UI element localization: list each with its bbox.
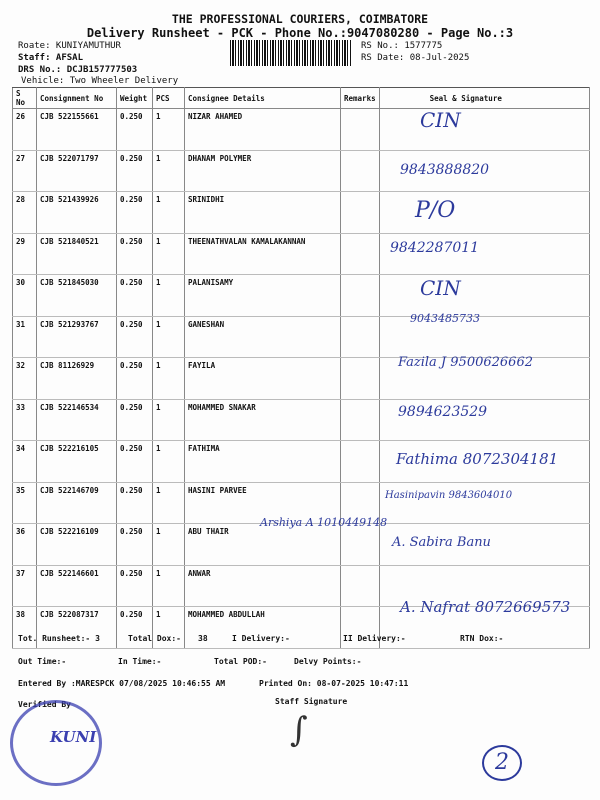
s-no: 37 [13, 565, 37, 607]
company-title: THE PROFESSIONAL COURIERS, COIMBATORE [171, 12, 429, 26]
consignment-no: CJB 522146601 [37, 565, 117, 607]
pcs: 1 [153, 109, 185, 151]
ii-delivery: II Delivery:- [343, 634, 406, 643]
handwritten-note: A. Nafrat 8072669573 [400, 598, 571, 616]
printed-on: Printed On: 08-07-2025 10:47:11 [259, 679, 409, 688]
pcs: 1 [153, 233, 185, 275]
consignee-name: HASINI PARVEE [185, 482, 341, 524]
weight: 0.250 [117, 275, 153, 317]
s-no: 28 [13, 192, 37, 234]
route: Roate: KUNIYAMUTHUR [18, 41, 121, 51]
consignee-name: MOHAMMED SNAKAR [185, 399, 341, 441]
consignee-name: FAYILA [185, 358, 341, 400]
weight: 0.250 [117, 150, 153, 192]
pcs: 1 [153, 399, 185, 441]
pcs: 1 [153, 316, 185, 358]
pcs: 1 [153, 482, 185, 524]
col-consignee: Consignee Details [185, 88, 341, 109]
weight: 0.250 [117, 399, 153, 441]
weight: 0.250 [117, 233, 153, 275]
delvy-points: Delvy Points:- [294, 657, 362, 666]
weight: 0.250 [117, 441, 153, 483]
s-no: 27 [13, 150, 37, 192]
pcs: 1 [153, 150, 185, 192]
consignee-name: DHANAM POLYMER [185, 150, 341, 192]
vehicle: Vehicle: Two Wheeler Delivery [21, 76, 179, 86]
staff-signature-label: Staff Signature [275, 697, 348, 706]
remarks [341, 233, 380, 275]
handwritten-note: 9843888820 [400, 162, 490, 178]
stamp-text: KUNI [50, 728, 97, 746]
total-dox-value: 38 [198, 634, 208, 643]
pcs: 1 [153, 607, 185, 649]
staff: Staff: AFSAL [18, 53, 84, 63]
consignment-no: CJB 522155661 [37, 109, 117, 151]
consignee-name: PALANISAMY [185, 275, 341, 317]
pcs: 1 [153, 565, 185, 607]
col-consignment: Consignment No [37, 88, 117, 109]
seal-signature [379, 192, 589, 234]
remarks [341, 441, 380, 483]
col-pcs: PCS [153, 88, 185, 109]
s-no: 38 [13, 607, 37, 649]
table-row [13, 524, 590, 566]
consignment-no: CJB 81126929 [37, 358, 117, 400]
s-no: 36 [13, 524, 37, 566]
handwritten-note: Hasinipavin 9843604010 [385, 490, 513, 501]
rs-number: RS No.: 1577775 [361, 41, 443, 51]
pcs: 1 [153, 275, 185, 317]
consignment-no: CJB 522146534 [37, 399, 117, 441]
page-mark: 2 [482, 745, 522, 781]
consignment-no: CJB 521293767 [37, 316, 117, 358]
consignee-name: ABU THAIR [185, 524, 341, 566]
consignee-name: NIZAR AHAMED [185, 109, 341, 151]
pcs: 1 [153, 441, 185, 483]
handwritten-note: 9842287011 [390, 240, 480, 256]
weight: 0.250 [117, 524, 153, 566]
seal-signature [379, 109, 589, 151]
s-no: 31 [13, 316, 37, 358]
remarks [341, 192, 380, 234]
s-no: 26 [13, 109, 37, 151]
remarks [341, 275, 380, 317]
handwritten-note: Arshiya A 1010449148 [260, 516, 388, 529]
consignee-name: FATHIMA [185, 441, 341, 483]
consignment-no: CJB 521439926 [37, 192, 117, 234]
total-dox-label: Total Dox:- [128, 634, 181, 643]
consignment-no: CJB 522146709 [37, 482, 117, 524]
remarks [341, 399, 380, 441]
s-no: 33 [13, 399, 37, 441]
rtn-dox: RTN Dox:- [460, 634, 504, 643]
table-row [13, 192, 590, 234]
consignee-name: SRINIDHI [185, 192, 341, 234]
consignee-name: ANWAR [185, 565, 341, 607]
s-no: 32 [13, 358, 37, 400]
col-sno: S No [13, 88, 37, 109]
table-row [13, 316, 590, 358]
weight: 0.250 [117, 192, 153, 234]
i-delivery: I Delivery:- [232, 634, 290, 643]
consignment-no: CJB 522071797 [37, 150, 117, 192]
table-row [13, 399, 590, 441]
pcs: 1 [153, 192, 185, 234]
seal-signature [379, 275, 589, 317]
handwritten-note: CIN [420, 276, 461, 300]
s-no: 35 [13, 482, 37, 524]
consignment-no: CJB 522087317 [37, 607, 117, 649]
table-row [13, 275, 590, 317]
consignee-name: GANESHAN [185, 316, 341, 358]
col-seal: Seal & Signature [379, 88, 589, 109]
s-no: 29 [13, 233, 37, 275]
seal-signature [379, 482, 589, 524]
remarks [341, 109, 380, 151]
s-no: 34 [13, 441, 37, 483]
verified-by: Verified By [18, 700, 71, 709]
handwritten-note: 9894623529 [398, 404, 488, 420]
weight: 0.250 [117, 607, 153, 649]
weight: 0.250 [117, 482, 153, 524]
pcs: 1 [153, 524, 185, 566]
pcs: 1 [153, 358, 185, 400]
consignment-no: CJB 521840521 [37, 233, 117, 275]
consignment-no: CJB 521845030 [37, 275, 117, 317]
table-row [13, 233, 590, 275]
in-time: In Time:- [118, 657, 162, 666]
remarks [341, 565, 380, 607]
handwritten-note: 9043485733 [410, 312, 480, 325]
handwritten-note: Fazila J 9500626662 [398, 355, 533, 370]
barcode [230, 40, 352, 66]
consignee-name: MOHAMMED ABDULLAH [185, 607, 341, 649]
consignment-no: CJB 522216105 [37, 441, 117, 483]
s-no: 30 [13, 275, 37, 317]
weight: 0.250 [117, 109, 153, 151]
handwritten-note: Fathima 8072304181 [396, 450, 559, 468]
runsheet-subtitle: Delivery Runsheet - PCK - Phone No.:9047080280 - Page No.:3 [86, 26, 514, 40]
consignee-name: THEENATHVALAN KAMALAKANNAN [185, 233, 341, 275]
entered-by: Entered By :MARESPCK 07/08/2025 10:46:55 AM [18, 679, 226, 688]
table-row [13, 109, 590, 151]
drs-number: DRS No.: DCJB157777503 [18, 65, 138, 75]
total-pod: Total POD:- [214, 657, 267, 666]
weight: 0.250 [117, 565, 153, 607]
remarks [341, 524, 380, 566]
weight: 0.250 [117, 358, 153, 400]
out-time: Out Time:- [18, 657, 67, 666]
handwritten-note: P/O [415, 198, 456, 223]
remarks [341, 150, 380, 192]
col-weight: Weight [117, 88, 153, 109]
tot-runsheet: Tot. Runsheet:- 3 [18, 634, 100, 643]
handwritten-note: A. Sabira Banu [392, 535, 491, 550]
table-row [13, 150, 590, 192]
handwritten-note: CIN [420, 108, 461, 132]
remarks [341, 358, 380, 400]
consignment-no: CJB 522216109 [37, 524, 117, 566]
weight: 0.250 [117, 316, 153, 358]
col-remarks: Remarks [341, 88, 380, 109]
rs-date: RS Date: 08-Jul-2025 [361, 53, 470, 63]
remarks [341, 316, 380, 358]
staff-signature: ∫ [290, 710, 308, 750]
